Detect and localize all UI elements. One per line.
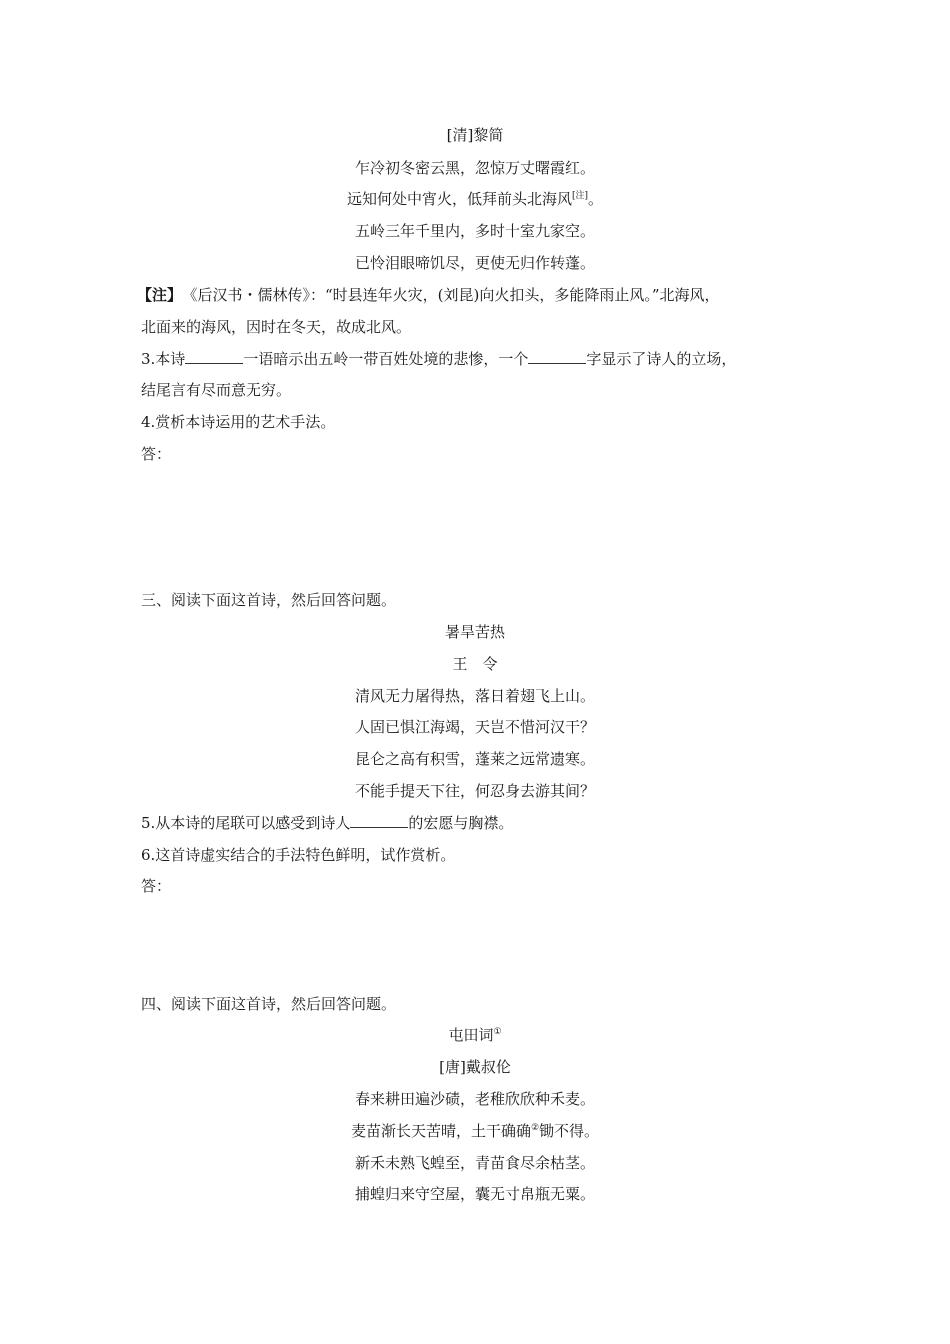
- poem1-line-2: 远知何处中宵火，低拜前头北海风[注]。: [346, 190, 604, 208]
- poem3-line-4: 捕蝗归来守空屋，囊无寸帛瓶无粟。: [354, 1185, 595, 1203]
- footnote-marker: ②: [530, 1123, 540, 1133]
- poem1-line-3: 五岭三年千里内，多时十室九家空。: [354, 222, 595, 240]
- answer-blank[interactable]: [185, 349, 243, 364]
- footnote-marker: ①: [493, 1027, 502, 1037]
- poem3-line-2: 麦苗渐长天苦晴，土干确确②锄不得。: [350, 1122, 600, 1140]
- question-3-line-1: 3.本诗 一语暗示出五岭一带百姓处境的悲惨，一个 字显示了诗人的立场，: [141, 350, 737, 368]
- answer-label: 答：: [141, 445, 172, 463]
- poem3-line-1: 春来耕田遍沙碛，老稚欣欣种禾麦。: [354, 1090, 595, 1108]
- poem1-line-1: 乍冷初冬密云黑，忽惊万丈曙霞红。: [354, 159, 595, 177]
- answer-label: 答：: [141, 877, 172, 895]
- note-label: 【注】: [137, 286, 183, 304]
- question-6: 6.这首诗虚实结合的手法特色鲜明，试作赏析。: [141, 846, 456, 864]
- question-5: 5.从本诗的尾联可以感受到诗人 的宏愿与胸襟。: [141, 814, 514, 832]
- footnote-marker: [注]: [571, 191, 589, 201]
- poem2-line-3: 昆仑之高有积雪，蓬莱之远常遗寒。: [354, 750, 595, 768]
- answer-blank[interactable]: [528, 349, 586, 364]
- poem1-line-4: 已怜泪眼啼饥尽，更使无归作转蓬。: [354, 254, 595, 272]
- poem2-title: 暑旱苦热: [444, 623, 505, 641]
- poem2-line-1: 清风无力屠得热，落日着翅飞上山。: [354, 687, 595, 705]
- poem2-line-4: 不能手提天下往，何忍身去游其间？: [354, 782, 595, 800]
- poem3-title: 屯田词①: [448, 1026, 502, 1044]
- note-line-2: 北面来的海风，因时在冬天，故成北风。: [141, 318, 412, 336]
- note-line-1: 【注】 《后汉书・儒林传》：“时县连年火灾，(刘昆)向火扣头，多能降雨止风。”北海风，: [137, 286, 720, 304]
- poem1-author: [清]黎简: [446, 126, 504, 144]
- section-4-heading: 四、阅读下面这首诗，然后回答问题。: [141, 995, 397, 1013]
- poem3-author: [唐]戴叔伦: [439, 1058, 511, 1076]
- answer-blank[interactable]: [350, 813, 408, 828]
- poem2-line-2: 人固已惧江海竭，天岂不惜河汉干？: [354, 718, 595, 736]
- question-4: 4.赏析本诗运用的艺术手法。: [141, 413, 336, 431]
- question-3-line-2: 结尾言有尽而意无穷。: [141, 381, 292, 399]
- poem3-line-3: 新禾未熟飞蝗至，青苗食尽余枯茎。: [354, 1154, 595, 1172]
- section-3-heading: 三、阅读下面这首诗，然后回答问题。: [141, 591, 397, 609]
- poem2-author: 王 令: [452, 655, 498, 673]
